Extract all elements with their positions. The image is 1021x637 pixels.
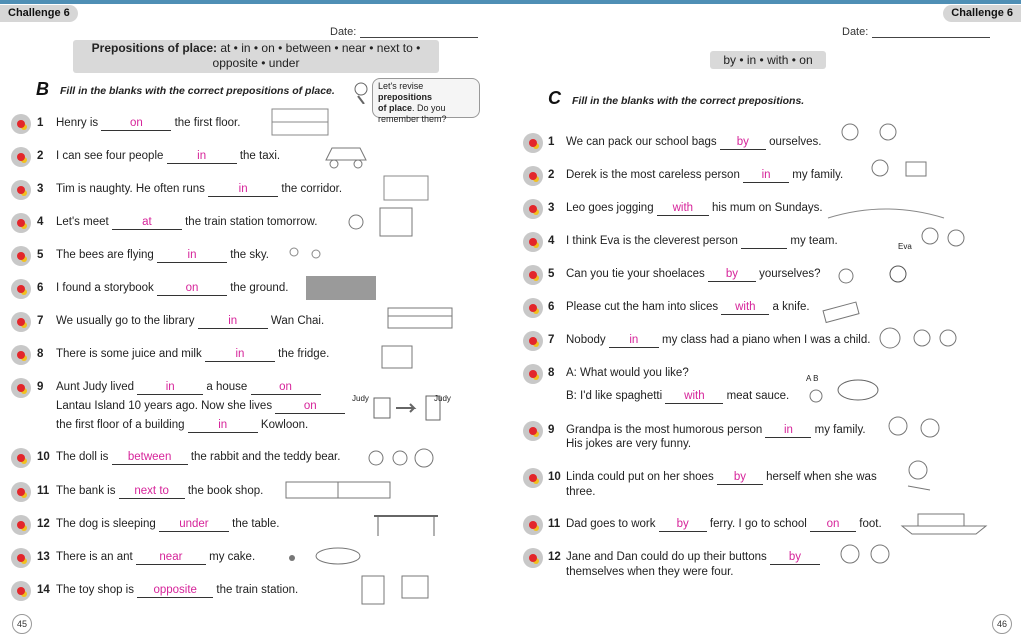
bees-illustration [282, 242, 338, 266]
question-8-line-2: B: I'd like spaghetti with meat sauce. [566, 390, 790, 402]
question-badge-icon [11, 246, 31, 266]
question-badge-icon [11, 345, 31, 365]
question-1-line: Henry is on the first floor. [56, 117, 241, 129]
question-badge-icon [11, 312, 31, 332]
storybook-illustration [306, 276, 376, 300]
question-10r-line-2: three. [566, 486, 596, 498]
question-number: 8 [548, 367, 555, 379]
question-number: 3 [548, 202, 555, 214]
question-badge-icon [11, 548, 31, 568]
eva-label: Eva [898, 242, 912, 251]
question-number: 8 [37, 348, 44, 360]
answer-blank[interactable]: between [112, 451, 188, 465]
question-badge-icon [11, 147, 31, 167]
revise-tip-bubble: Let's revise prepositions of place. Do you remember them? [372, 78, 480, 118]
jogging-illustration [826, 194, 946, 224]
question-number: 7 [37, 315, 44, 327]
question-number: 11 [37, 485, 50, 497]
question-12-line: The dog is sleeping under the table. [56, 518, 280, 530]
question-11r-line: Dad goes to work by ferry. I go to school on foot. [566, 518, 882, 530]
question-11-line: The bank is next to the book shop. [56, 485, 264, 497]
answer-blank[interactable]: by [720, 136, 766, 150]
question-number: 1 [548, 136, 555, 148]
answer-blank[interactable]: next to [119, 485, 185, 499]
answer-blank[interactable]: in [137, 381, 203, 395]
shoes-illustration [898, 456, 938, 498]
answer-blank[interactable]: in [188, 419, 258, 433]
answer-blank[interactable]: by [717, 471, 763, 485]
answer-blank[interactable]: by [659, 518, 707, 532]
question-number: 10 [37, 451, 50, 463]
spaghetti-illustration [804, 374, 880, 408]
question-10-line: The doll is between the rabbit and the teddy bear. [56, 451, 341, 463]
question-8-line-1: A: What would you like? [566, 367, 689, 379]
answer-blank[interactable]: with [657, 202, 709, 216]
question-4-line: I think Eva is the cleverest person my team. [566, 235, 838, 247]
question-14-line: The toy shop is opposite the train station. [56, 584, 299, 596]
answer-blank[interactable]: with [721, 301, 769, 315]
judy-label: Judy [352, 394, 369, 403]
question-7-line: We usually go to the library in Wan Chai. [56, 315, 325, 327]
question-2-line: I can see four people in the taxi. [56, 150, 281, 162]
question-badge-icon [11, 482, 31, 502]
question-badge-icon [523, 548, 543, 568]
taxi-illustration [322, 138, 370, 170]
answer-blank[interactable]: on [251, 381, 321, 395]
page-number-right: 46 [992, 614, 1012, 634]
question-2-line: Derek is the most careless person in my family. [566, 169, 844, 181]
question-badge-icon [523, 364, 543, 384]
question-number: 11 [548, 518, 561, 530]
question-badge-icon [523, 468, 543, 488]
school-bags-illustration [836, 118, 910, 152]
answer-blank[interactable]: in [205, 348, 275, 362]
question-badge-icon [523, 232, 543, 252]
question-badge-icon [11, 279, 31, 299]
shoelaces-illustration [832, 260, 908, 290]
question-9r-line-2: His jokes are very funny. [566, 438, 692, 450]
page-number-left: 45 [12, 614, 32, 634]
answer-blank[interactable]: at [112, 216, 182, 230]
question-badge-icon [11, 515, 31, 535]
team-illustration [896, 224, 976, 258]
question-badge-icon [523, 515, 543, 535]
question-number: 6 [548, 301, 555, 313]
children-illustration [834, 540, 898, 576]
section-letter-c: C [548, 88, 561, 108]
answer-blank[interactable] [741, 235, 787, 249]
question-7-line: Nobody in my class had a piano when I was a child. [566, 334, 871, 346]
question-badge-icon [523, 133, 543, 153]
question-number: 14 [37, 584, 50, 596]
question-number: 10 [548, 471, 561, 483]
question-number: 2 [37, 150, 44, 162]
question-number: 12 [548, 551, 561, 563]
train-station-illustration [340, 206, 416, 238]
question-badge-icon [523, 265, 543, 285]
ferry-illustration [898, 502, 990, 538]
speaker-labels: A B [806, 374, 819, 383]
table-illustration [372, 512, 440, 538]
challenge-tab-left: Challenge 6 [0, 5, 78, 22]
question-badge-icon [11, 448, 31, 468]
corridor-illustration [380, 172, 432, 204]
question-9r-line-1: Grandpa is the most humorous person in my family. [566, 424, 866, 436]
shops-illustration [284, 478, 392, 500]
question-badge-icon [11, 378, 31, 398]
question-badge-icon [11, 581, 31, 601]
judy-label: Judy [434, 394, 451, 403]
question-badge-icon [523, 199, 543, 219]
question-12r-line-2: themselves when they were four. [566, 566, 734, 578]
answer-blank[interactable]: in [765, 424, 811, 438]
question-5-line: Can you tie your shoelaces by yourselves? [566, 268, 821, 280]
question-number: 4 [37, 216, 44, 228]
section-letter-b: B [36, 79, 49, 99]
question-number: 5 [37, 249, 44, 261]
question-number: 5 [548, 268, 555, 280]
question-3-line: Tim is naughty. He often runs in the corridor. [56, 183, 343, 195]
question-9-line-3: the first floor of a building in Kowloon. [56, 419, 309, 431]
question-badge-icon [11, 180, 31, 200]
answer-blank[interactable]: on [275, 400, 345, 414]
answer-blank[interactable]: in [167, 150, 237, 164]
careless-boy-illustration [858, 154, 936, 188]
judy-move-illustration [352, 388, 454, 424]
building-illustration [262, 105, 336, 137]
section-b-instruction: Fill in the blanks with the correct prepositions of place. [60, 85, 335, 97]
cake-illustration [262, 540, 366, 568]
question-number: 7 [548, 334, 555, 346]
question-9-line-2: Lantau Island 10 years ago. Now she lives on [56, 399, 345, 414]
piano-illustration [876, 322, 968, 356]
question-6-line: Please cut the ham into slices with a knife. [566, 301, 810, 313]
toy-shop-illustration [358, 572, 432, 606]
pencil-icon [352, 82, 370, 104]
question-number: 6 [37, 282, 44, 294]
question-badge-icon [523, 421, 543, 441]
question-badge-icon [523, 331, 543, 351]
knife-illustration [818, 292, 866, 324]
answer-blank[interactable]: under [159, 518, 229, 532]
fridge-illustration [380, 344, 414, 370]
question-number: 9 [548, 424, 555, 436]
answer-blank[interactable]: with [665, 390, 723, 404]
question-13-line: There is an ant near my cake. [56, 551, 256, 563]
word-box-words: at • in • on • between • near • next to • [220, 41, 421, 55]
answer-blank[interactable]: near [136, 551, 206, 565]
question-number: 3 [37, 183, 44, 195]
answer-blank[interactable]: in [609, 334, 659, 348]
date-field-left[interactable]: Date: [330, 26, 478, 38]
question-12r-line-1: Jane and Dan could do up their buttons by [566, 550, 820, 565]
question-number: 12 [37, 518, 50, 530]
question-number: 9 [37, 381, 44, 393]
answer-blank[interactable]: in [743, 169, 789, 183]
word-box-title: Prepositions of place: [91, 41, 217, 55]
question-number: 1 [37, 117, 44, 129]
section-c-instruction: Fill in the blanks with the correct prepositions. [572, 95, 805, 107]
answer-blank[interactable]: in [208, 183, 278, 197]
library-illustration [384, 302, 456, 330]
answer-blank[interactable]: opposite [137, 584, 213, 598]
question-10r-line-1: Linda could put on her shoes by herself when she was [566, 471, 877, 483]
word-box-words-2: opposite • under [212, 56, 300, 70]
top-border [0, 0, 1021, 4]
question-1-line: We can pack our school bags by ourselves. [566, 136, 822, 148]
answer-blank[interactable]: on [157, 282, 227, 296]
question-9-line-1: Aunt Judy lived in a house on [56, 380, 321, 395]
question-number: 13 [37, 551, 50, 563]
answer-blank[interactable]: by [770, 551, 820, 565]
question-badge-icon [11, 114, 31, 134]
question-3-line: Leo goes jogging with his mum on Sundays. [566, 202, 823, 214]
question-8-line: There is some juice and milk in the fridge. [56, 348, 330, 360]
question-badge-icon [523, 166, 543, 186]
question-number: 4 [548, 235, 555, 247]
question-badge-icon [11, 213, 31, 233]
word-box-left [73, 40, 439, 73]
challenge-tab-right: Challenge 6 [943, 5, 1021, 22]
question-6-line: I found a storybook on the ground. [56, 282, 289, 294]
answer-blank[interactable]: on [101, 117, 171, 131]
word-box-right: by • in • with • on [710, 51, 826, 69]
answer-blank[interactable]: on [810, 518, 856, 532]
answer-blank[interactable]: by [708, 268, 756, 282]
question-5-line: The bees are flying in the sky. [56, 249, 269, 261]
question-4-line: Let's meet at the train station tomorrow. [56, 216, 318, 228]
question-number: 2 [548, 169, 555, 181]
answer-blank[interactable]: in [157, 249, 227, 263]
question-badge-icon [523, 298, 543, 318]
answer-blank[interactable]: in [198, 315, 268, 329]
toys-illustration [366, 444, 438, 472]
date-field-right[interactable]: Date: [842, 26, 990, 38]
grandpa-illustration [880, 406, 960, 448]
